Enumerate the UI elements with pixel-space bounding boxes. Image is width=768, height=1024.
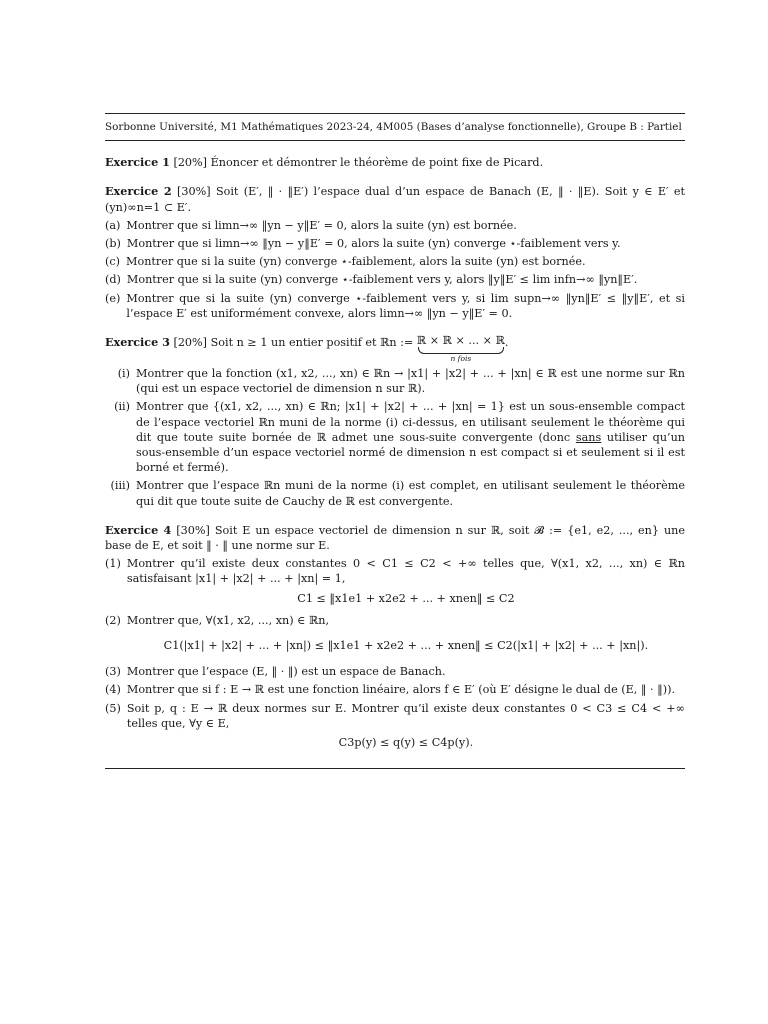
- item-text: Montrer que, ∀(x1, x2, ..., xn) ∈ ℝn,: [126, 613, 330, 627]
- item-label: (iii): [110, 479, 130, 493]
- item-text: Montrer que si limn→∞ ‖yn − y‖E′ = 0, alors la suite (yn) converge ⋆-faiblement vers y.: [126, 237, 621, 251]
- exercise-3-item-i: [105, 366, 685, 396]
- exercise-1-text: Énoncer et démontrer le théorème de point fixe de Picard.: [210, 156, 544, 170]
- exercise-2-item-c: [105, 254, 685, 269]
- item-label: (i): [117, 367, 130, 381]
- exercise-2-item-d: [105, 272, 685, 287]
- exercise-4-intro: Soit E un espace vectoriel de dimension n sur ℝ, soit 𝓑 := {e1, e2, ..., en} une base de E, et soit ‖ · ‖ une norme sur E.: [105, 523, 685, 553]
- exercise-3-weight: [20%]: [173, 336, 208, 350]
- item-label: (3): [105, 665, 121, 679]
- item-text: [136, 399, 685, 475]
- exercise-3-intro-end: .: [504, 336, 509, 350]
- exercise-4-title: Exercice 4: [105, 522, 172, 537]
- exercise-3-item-iii: [105, 478, 685, 508]
- item-text: Montrer que si f : E → ℝ est une fonction linéaire, alors f ∈ E′ (où E′ désigne le dual de (E, ‖ · ‖)).: [126, 683, 676, 697]
- item-text: Montrer que si la suite (yn) converge ⋆-faiblement, alors la suite (yn) est bornée.: [126, 255, 586, 269]
- exercise-2-weight: [30%]: [177, 185, 211, 199]
- exercise-2-item-b: [105, 236, 685, 251]
- item-text: Montrer que l’espace ℝn muni de la norme (i) est complet, en utilisant seulement le théorème qui dit que toute suite de Cauchy de ℝ est convergente.: [136, 479, 685, 508]
- exercise-2-intro: Soit (E′, ‖ · ‖E′) l’espace dual d’un espace de Banach (E, ‖ · ‖E). Soit y ∈ E′ et (yn)∞n=1 ⊂ E′.: [105, 185, 686, 214]
- exercise-4: [105, 523, 685, 553]
- display-equation: C1(|x1| + |x2| + ... + |xn|) ≤ ‖x1e1 + x2e2 + ... + xnen‖ ≤ C2(|x1| + |x2| + ... + |xn|).: [163, 639, 649, 653]
- display-equation: C3p(y) ≤ q(y) ≤ C4p(y).: [338, 736, 474, 750]
- header-rule: [105, 140, 685, 141]
- item-text-block: [127, 556, 685, 610]
- item-text-part-b: utiliser qu’un sous-ensemble d’un espace vectoriel normé de dimension n est compact si et seulement si il est borné et fermé).: [136, 430, 685, 475]
- brace-shape: [418, 347, 504, 354]
- item-label: (ii): [114, 400, 130, 414]
- item-label: (4): [105, 683, 121, 697]
- exercise-2-item-e: [105, 291, 685, 321]
- exercise-2: [105, 184, 685, 214]
- item-text: Montrer que si limn→∞ ‖yn − y‖E′ = 0, alors la suite (yn) est bornée.: [126, 218, 517, 232]
- item-text: Soit p, q : E → ℝ deux normes sur E. Montrer qu’il existe deux constantes 0 < C3 ≤ C4 < +∞ telles que, ∀y ∈ E,: [126, 701, 685, 730]
- item-label: (a): [105, 218, 121, 232]
- exercise-2-title: Exercice 2: [105, 184, 172, 199]
- item-text: Montrer que si la suite (yn) converge ⋆-faiblement vers y, si lim supn→∞ ‖yn‖E′ ≤ ‖y‖E′, et si l’espace E′ est uniformément convexe, alors limn→∞ ‖yn − y‖E′ = 0.: [126, 291, 685, 320]
- underbrace-expression: ℝ × ℝ × ... × ℝ: [416, 334, 505, 348]
- item-label: (d): [105, 273, 121, 287]
- item-text: Montrer que si la suite (yn) converge ⋆-faiblement vers y, alors ‖y‖E′ ≤ lim infn→∞ ‖yn‖E′.: [126, 273, 638, 287]
- exercise-2-item-a: [105, 218, 685, 233]
- item-label: (e): [105, 291, 121, 305]
- exercise-3-item-ii: [105, 399, 685, 475]
- item-text: Montrer qu’il existe deux constantes 0 < C1 ≤ C2 < +∞ telles que, ∀(x1, x2, ..., xn) ∈ ℝn satisfaisant |x1| + |x2| + ... + |xn| = 1,: [126, 557, 685, 586]
- exercise-3: [105, 335, 685, 363]
- underbrace: [417, 335, 505, 363]
- item-label: (5): [105, 701, 121, 715]
- exercise-1-weight: [20%]: [173, 156, 208, 170]
- item-label: (1): [105, 557, 121, 571]
- exam-page: [105, 113, 685, 769]
- exercise-4-item-4: [105, 682, 685, 697]
- item-text-block: [127, 613, 685, 661]
- exercise-4-item-2: [105, 613, 685, 661]
- item-label: (c): [105, 255, 120, 269]
- display-equation: C1 ≤ ‖x1e1 + x2e2 + ... + xnen‖ ≤ C2: [297, 591, 515, 605]
- item-text: Montrer que la fonction (x1, x2, ..., xn) ∈ ℝn → |x1| + |x2| + ... + |xn| ∈ ℝ est une norme sur ℝn (qui est un espace vectoriel de dimension n sur ℝ).: [136, 367, 685, 396]
- item-text-part-a: Montrer que {(x1, x2, ..., xn) ∈ ℝn; |x1| + |x2| + ... + |xn| = 1} est un sous-ensemble compact de l’espace vectoriel ℝn muni de la norme (i) ci-dessus, en utilisant seulement le théorème qui dit que toute suite bornée de ℝ admet une sous-suite convergente (donc: [136, 400, 685, 444]
- exercise-4-item-5: [105, 701, 685, 755]
- item-text-block: [127, 701, 685, 755]
- item-text: Montrer que l’espace (E, ‖ · ‖) est un espace de Banach.: [126, 665, 446, 679]
- bottom-rule: [105, 768, 685, 769]
- page-header: Sorbonne Université, M1 Mathématiques 2023-24, 4M005 (Bases d’analyse fonctionnelle), Groupe B : Partiel: [105, 121, 682, 133]
- exercise-1-title: Exercice 1: [105, 155, 170, 170]
- exercise-3-intro: Soit n ≥ 1 un entier positif et ℝn :=: [210, 336, 414, 350]
- exercise-3-title: Exercice 3: [105, 335, 170, 350]
- exercise-4-item-3: [105, 664, 685, 679]
- item-label: (2): [105, 613, 121, 627]
- underbrace-label: n fois: [450, 354, 472, 364]
- underlined-word: sans: [575, 430, 602, 444]
- item-label: (b): [105, 237, 121, 251]
- exercise-1: [105, 155, 685, 170]
- exercise-4-item-1: [105, 556, 685, 610]
- exercise-4-weight: [30%]: [176, 523, 210, 537]
